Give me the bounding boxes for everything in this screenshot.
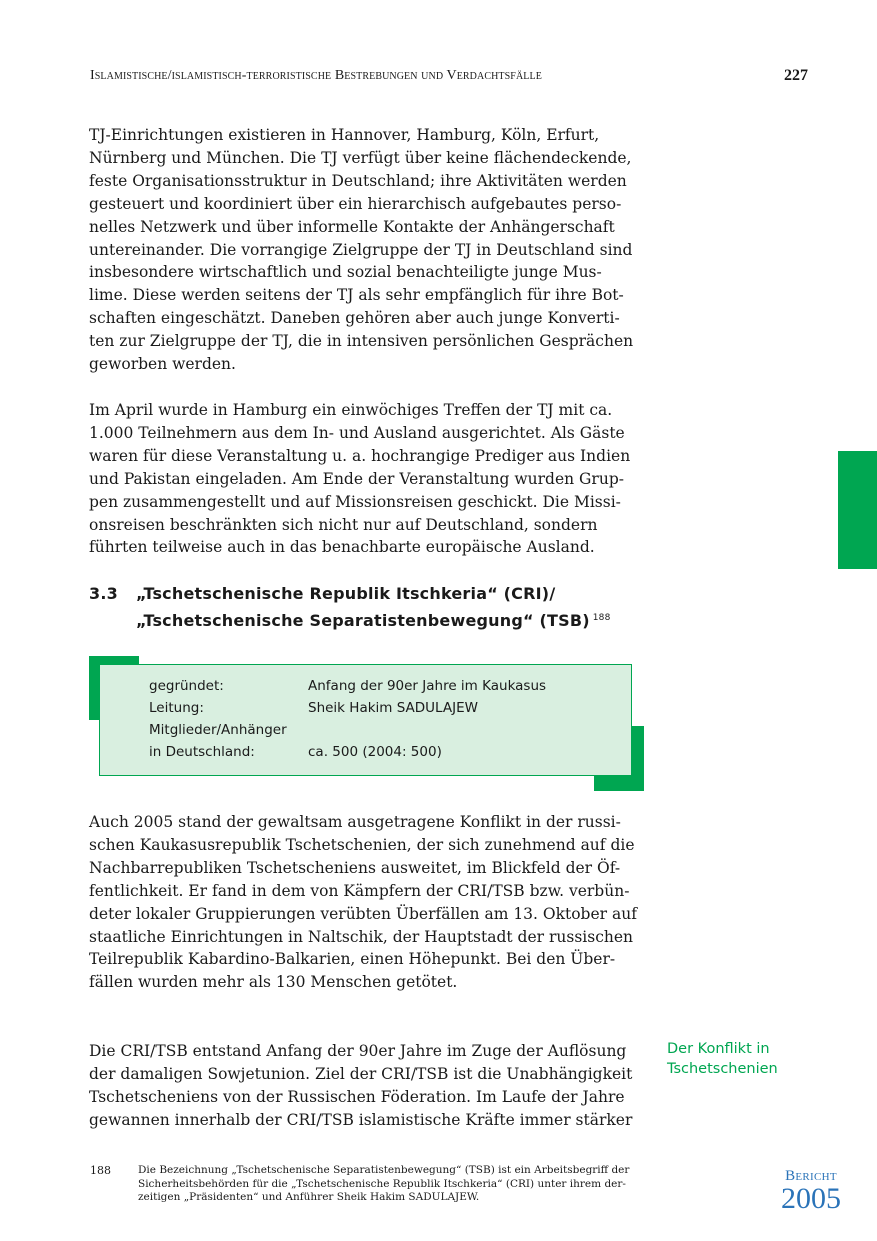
text-line: schen Kaukasusrepublik Tschetschenien, der sich zunehmend auf die <box>89 835 635 854</box>
info-value: Sheik Hakim SADULAJEW <box>308 700 478 716</box>
section-title-line2 <box>136 606 611 633</box>
report-logo-year: 2005 <box>781 1182 841 1215</box>
text-line: 1.000 Teilnehmern aus dem In- und Ausland ausgerichtet. Als Gäste <box>89 423 625 442</box>
report-logo <box>776 1168 846 1214</box>
paragraph-hamburg-meeting <box>89 399 649 559</box>
text-line: und Pakistan eingeladen. Am Ende der Veranstaltung wurden Grup- <box>89 469 624 488</box>
text-line: Auch 2005 stand der gewaltsam ausgetragene Konflikt in der russi- <box>89 813 621 831</box>
paragraph-conflict-2005 <box>89 811 649 994</box>
info-value: ca. 500 (2004: 500) <box>308 744 442 760</box>
text-line: gewannen innerhalb der CRI/TSB islamistische Kräfte immer stärker <box>89 1110 633 1129</box>
info-key: in Deutschland: <box>149 744 255 760</box>
info-key: Leitung: <box>149 700 204 716</box>
text-line: Im April wurde in Hamburg ein einwöchiges Treffen der TJ mit ca. <box>89 401 613 419</box>
text-line: fentlichkeit. Er fand in dem von Kämpfern der CRI/TSB bzw. verbün- <box>89 881 630 900</box>
running-head: Islamistische/islamistisch-terroristische Bestrebungen und Verdachtsfälle <box>90 68 542 83</box>
text-line: feste Organisationsstruktur in Deutschland; ihre Aktivitäten werden <box>89 171 627 190</box>
text-line: staatliche Einrichtungen in Naltschik, der Hauptstadt der russischen <box>89 927 634 946</box>
paragraph-cri-origin <box>89 1040 649 1132</box>
text-line: waren für diese Veranstaltung u. a. hochrangige Prediger aus Indien <box>89 446 631 465</box>
text-line: Die CRI/TSB entstand Anfang der 90er Jahre im Zuge der Auflösung <box>89 1042 627 1060</box>
text-line: gesteuert und koordiniert über ein hierarchisch aufgebautes perso- <box>89 194 622 213</box>
report-logo-word: Bericht <box>785 1168 837 1184</box>
text-line: Teilrepublik Kabardino-Balkarien, einen Höhepunkt. Bei den Über- <box>89 950 616 969</box>
info-value: Anfang der 90er Jahre im Kaukasus <box>308 678 547 694</box>
text-line: pen zusammengestellt und auf Missionsreisen geschickt. Die Missi- <box>89 492 621 511</box>
text-line: führten teilweise auch in das benachbarte europäische Ausland. <box>89 538 595 557</box>
text-line: TJ-Einrichtungen existieren in Hannover, Hamburg, Köln, Erfurt, <box>89 126 600 144</box>
page-number: 227 <box>784 67 808 84</box>
text-line: untereinander. Die vorrangige Zielgruppe der TJ in Deutschland sind <box>89 240 633 259</box>
section-title-line2-text: „Tschetschenische Separatistenbewegung“ (TSB) <box>136 611 590 630</box>
text-line: onsreisen beschränkten sich nicht nur auf Deutschland, sondern <box>89 515 598 534</box>
margin-note-line: Der Konflikt in <box>667 1041 770 1057</box>
margin-note <box>667 1040 837 1079</box>
text-line: fällen wurden mehr als 130 Menschen getötet. <box>89 973 458 992</box>
footnote-reference: 188 <box>592 613 611 623</box>
text-line: nelles Netzwerk und über informelle Kontakte der Anhängerschaft <box>89 217 615 236</box>
footnote-number: 188 <box>90 1164 111 1177</box>
text-line: Nürnberg und München. Die TJ verfügt über keine flächendeckende, <box>89 148 632 167</box>
text-line: schaften eingeschätzt. Daneben gehören aber auch junge Konverti- <box>89 309 620 328</box>
footnote-line: Sicherheitsbehörden für die „Tschetschenische Republik Itschkeria“ (CRI) unter ihrem der- <box>138 1177 626 1190</box>
chapter-side-tab <box>838 451 877 569</box>
text-line: ten zur Zielgruppe der TJ, die in intensiven persönlichen Gesprächen <box>89 332 634 351</box>
text-line: Nachbarrepubliken Tschetscheniens ausweitet, im Blickfeld der Öf- <box>89 858 621 877</box>
paragraph-tj-facilities <box>89 124 649 376</box>
footnote-line: zeitigen „Präsidenten“ und Anführer Sheik Hakim SADULAJEW. <box>138 1191 480 1203</box>
text-line: deter lokaler Gruppierungen verübten Überfällen am 13. Oktober auf <box>89 904 637 923</box>
text-line: der damaligen Sowjetunion. Ziel der CRI/TSB ist die Unabhängigkeit <box>89 1064 633 1083</box>
info-key: gegründet: <box>149 678 224 694</box>
margin-note-line: Tschetschenien <box>667 1060 778 1077</box>
footnote-text <box>138 1164 658 1205</box>
text-line: lime. Diese werden seitens der TJ als sehr empfänglich für ihre Bot- <box>89 286 624 305</box>
section-number: 3.3 <box>89 584 118 603</box>
footnote-line: Die Bezeichnung „Tschetschenische Separatistenbewegung“ (TSB) ist ein Arbeitsbegriff der <box>138 1164 630 1176</box>
text-line: Tschetscheniens von der Russischen Föderation. Im Laufe der Jahre <box>89 1087 625 1106</box>
text-line: geworben werden. <box>89 355 236 374</box>
organization-info-box <box>99 664 632 776</box>
text-line: insbesondere wirtschaftlich und sozial benachteiligte junge Mus- <box>89 263 602 282</box>
section-title-line1: „Tschetschenische Republik Itschkeria“ (CRI)/ <box>136 584 556 603</box>
info-key: Mitglieder/Anhänger <box>149 722 287 738</box>
